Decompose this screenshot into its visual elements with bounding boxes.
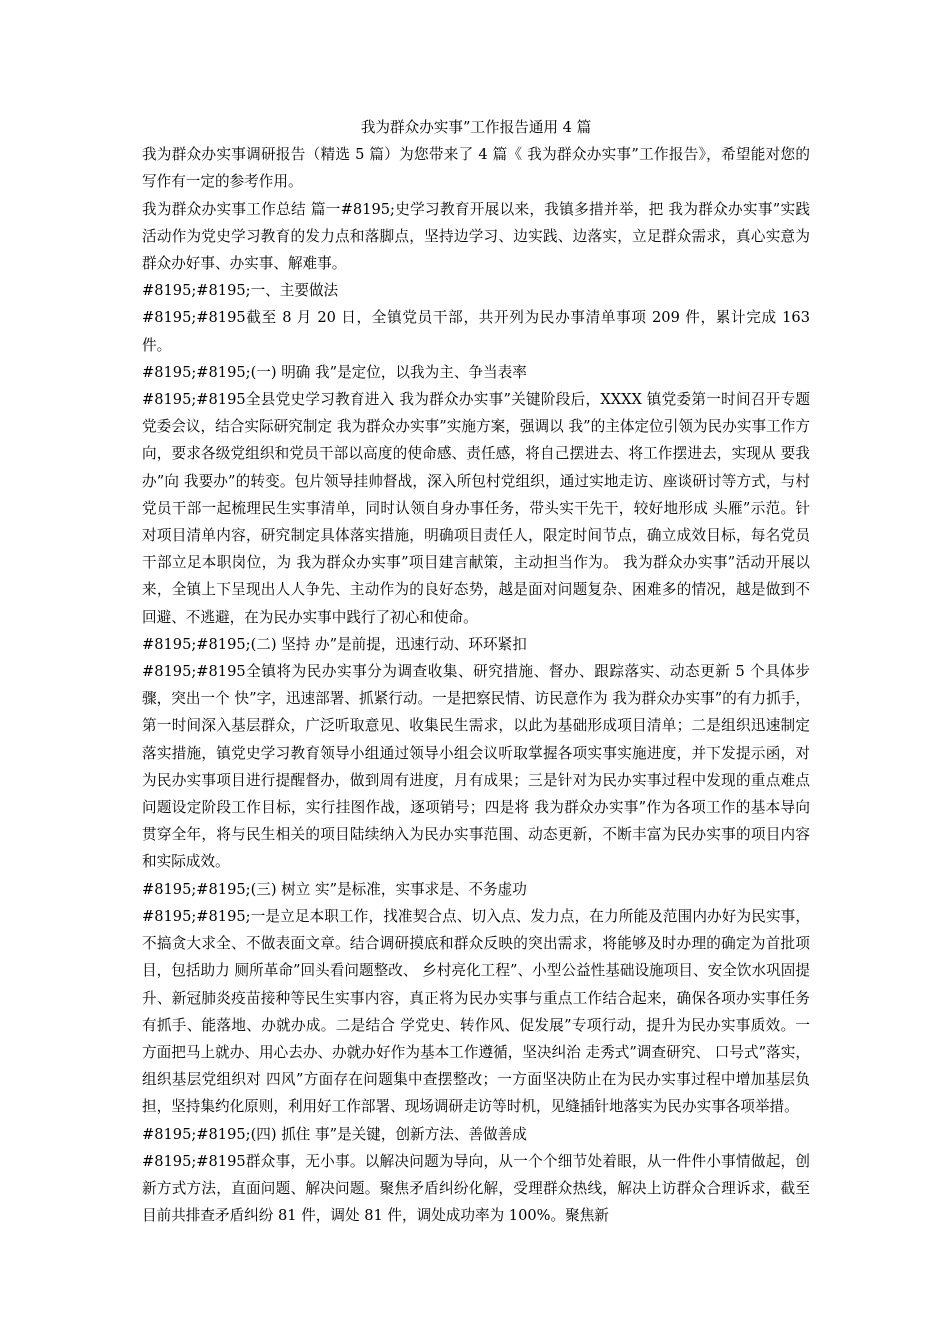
subsection-heading-1: #8195;#8195;(一) 明确 我”是定位，以我为主、争当表率 bbox=[142, 363, 527, 381]
body-paragraph: #8195;#8195;一是立足本职工作，找准契合点、切入点、发力点，在力所能及范围内办好为民实事，不搞贪大求全、不做表面文章。结合调研摸底和群众反映的突出需求，将能够及时办理的确定为首批项目，包括助力 厕所革命”回头看问题整改、 乡村亮化工程”、小型公益性基础设施项目、安全饮水巩固提升、新冠肺炎疫苗接种等民生实事内容，真正将为民办实事与重点工作结合起来，确保各项办实事任务有抓手、能落地、办就办成。二是结合 学党史、转作风、促发展”专项行动，提升为民办实事质效。一方面把马上就办、用心去办、办就办好作为基本工作遵循，坚决纠治 走秀式”调查研究、 口号式”落实，组织基层党组织对 四风”方面存在问题集中查摆整改；一方面坚决防止在为民办实事过程中增加基层负担，坚持集约化原则，利用好工作部署、现场调研走访等时机，见缝插针地落实为民办实事各项举措。 bbox=[142, 907, 810, 1116]
body-paragraph: #8195;#8195群众事，无小事。以解决问题为导向，从一个个细节处着眼，从一件件小事情做起，创新方式方法，直面问题、解决问题。聚焦矛盾纠纷化解，受理群众热线，解决上访群众合理诉求，截至目前共排查矛盾纠纷 81 件，调处 81 件，调处成功率为 100%。聚焦新 bbox=[142, 1152, 810, 1225]
body-paragraph: #8195;#8195截至 8 月 20 日，全镇党员干部，共开列为民办事清单事项 209 件，累计完成 163 件。 bbox=[142, 309, 810, 354]
subsection-heading-3: #8195;#8195;(三) 树立 实”是标准，实事求是、不务虚功 bbox=[142, 880, 527, 898]
body-paragraph: #8195;#8195全县党史学习教育进入 我为群众办实事”关键阶段后，XXXX 镇党委第一时间召开专题党委会议，结合实际研究制定 我为群众办实事”实施方案，强调以 我”的主体定位引领为民办实事工作方向，要求各级党组织和党员干部以高度的使命感、责任感，将自己摆进去、将工作摆进去，实现从 要我办”向 我要办”的转变。包片领导挂帅督战，深入所包村党组织，通过实地走访、座谈研讨等方式，与村党员干部一起梳理民生实事清单，同时认领自身办事任务，带头实干先干，较好地形成 头雁”示范。针对项目清单内容，研究制定具体落实措施，明确项目责任人，限定时间节点，确立成效目标，每名党员干部立足本职岗位，为 我为群众办实事”项目建言献策，主动担当作为。 我为群众办实事”活动开展以来，全镇上下呈现出人人争先、主动作为的良好态势，越是面对问题复杂、困难多的情况，越是做到不回避、不逃避，在为民办实事中践行了初心和使命。 bbox=[142, 391, 810, 626]
subsection-heading-4: #8195;#8195;(四) 抓住 事”是关键，创新方法、善做善成 bbox=[142, 1125, 527, 1143]
document-page bbox=[142, 114, 810, 1229]
subsection-heading-2: #8195;#8195;(二) 坚持 办”是前提，迅速行动、环环紧扣 bbox=[142, 635, 527, 653]
body-paragraph: #8195;#8195全镇将为民办实事分为调查收集、研究措施、督办、跟踪落实、动态更新 5 个具体步骤，突出一个 快”字，迅速部署、抓紧行动。一是把察民情、访民意作为 我为群众办实事”的有力抓手，第一时间深入基层群众，广泛听取意见、收集民生需求，以此为基础形成项目清单；二是组织迅速制定落实措施，镇党史学习教育领导小组通过领导小组会议听取掌握各项实事实施进度，并下发提示函，对为民办实事项目进行提醒督办，做到周有进度，月有成果；三是针对为民办实事过程中发现的重点难点问题设定阶段工作目标，实行挂图作战，逐项销号；四是将 我为群众办实事”作为各项工作的基本导向贯穿全年，将与民生相关的项目陆续纳入为民办实事范围、动态更新，不断丰富为民办实事的项目内容和实际成效。 bbox=[142, 663, 810, 871]
section-heading-main-practices: #8195;#8195;一、主要做法 bbox=[142, 282, 339, 300]
intro-paragraph: 我为群众办实事调研报告（精选 5 篇）为您带来了 4 篇《 我为群众办实事”工作报告》，希望能对您的写作有一定的参考作用。 bbox=[142, 146, 810, 191]
summary-paragraph: 我为群众办实事工作总结 篇一#8195;史学习教育开展以来，我镇多措并举，把 我为群众办实事”实践活动作为党史学习教育的发力点和落脚点，坚持边学习、边实践、边落实，立足群众需求，真心实意为群众办好事、办实事、解难事。 bbox=[142, 200, 810, 273]
document-title: 我为群众办实事”工作报告通用 4 篇 bbox=[360, 119, 592, 136]
